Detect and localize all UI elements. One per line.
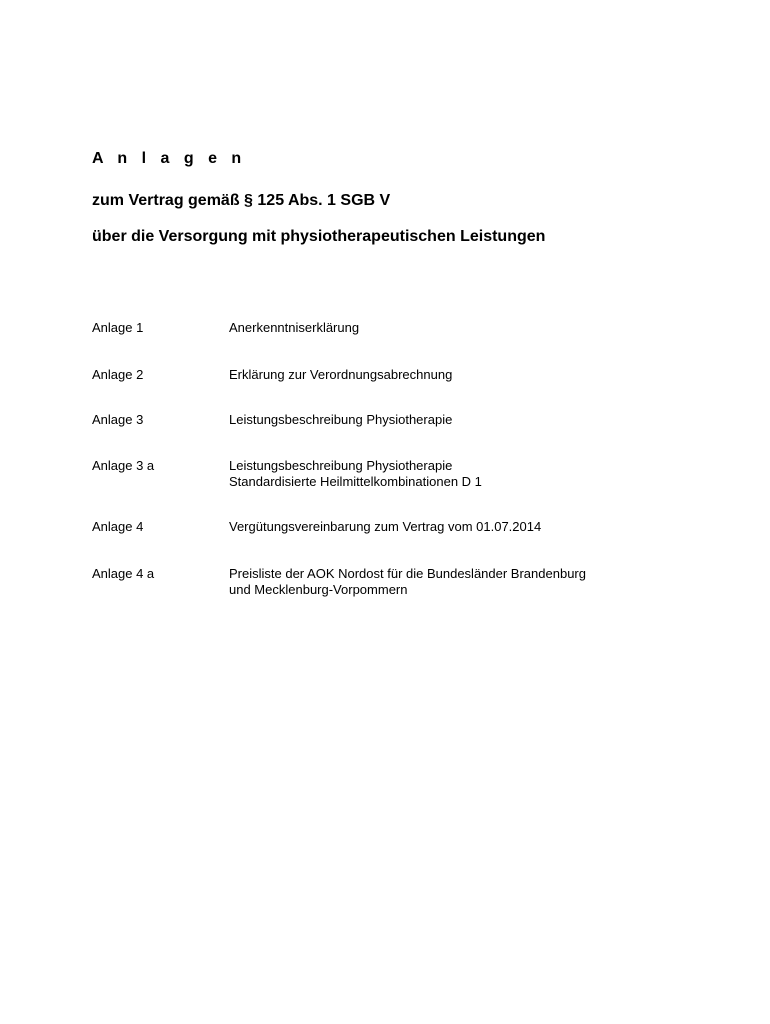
annex-description-line: Vergütungsvereinbarung zum Vertrag vom 01.07.2014 [229,519,542,534]
annex-label: Anlage 2 [92,367,144,382]
document-subtitle-contract: zum Vertrag gemäß § 125 Abs. 1 SGB V [92,192,391,209]
annex-description [229,412,709,428]
document-subtitle-subject: über die Versorgung mit physiotherapeutischen Leistungen [92,228,546,245]
annex-label: Anlage 1 [92,320,144,335]
annex-description-line: Anerkenntniserklärung [229,320,360,335]
annex-description [229,519,709,535]
annex-description [229,367,709,383]
annex-description [229,458,709,490]
annex-label: Anlage 3 [92,412,144,427]
annex-description-line: Erklärung zur Verordnungsabrechnung [229,367,453,382]
annex-description-line: Leistungsbeschreibung Physiotherapie [229,412,453,427]
annex-label: Anlage 4 a [92,566,155,581]
annex-description-line: und Mecklenburg-Vorpommern [229,582,408,597]
annex-label: Anlage 3 a [92,458,155,473]
annex-description-line: Standardisierte Heilmittelkombinationen D 1 [229,474,482,489]
annex-description [229,320,709,336]
annex-description-line: Preisliste der AOK Nordost für die Bundesländer Brandenburg [229,566,586,581]
annex-description-line: Leistungsbeschreibung Physiotherapie [229,458,453,473]
annex-label: Anlage 4 [92,519,144,534]
document-title: A n l a g e n [92,150,247,167]
annex-description [229,566,709,598]
